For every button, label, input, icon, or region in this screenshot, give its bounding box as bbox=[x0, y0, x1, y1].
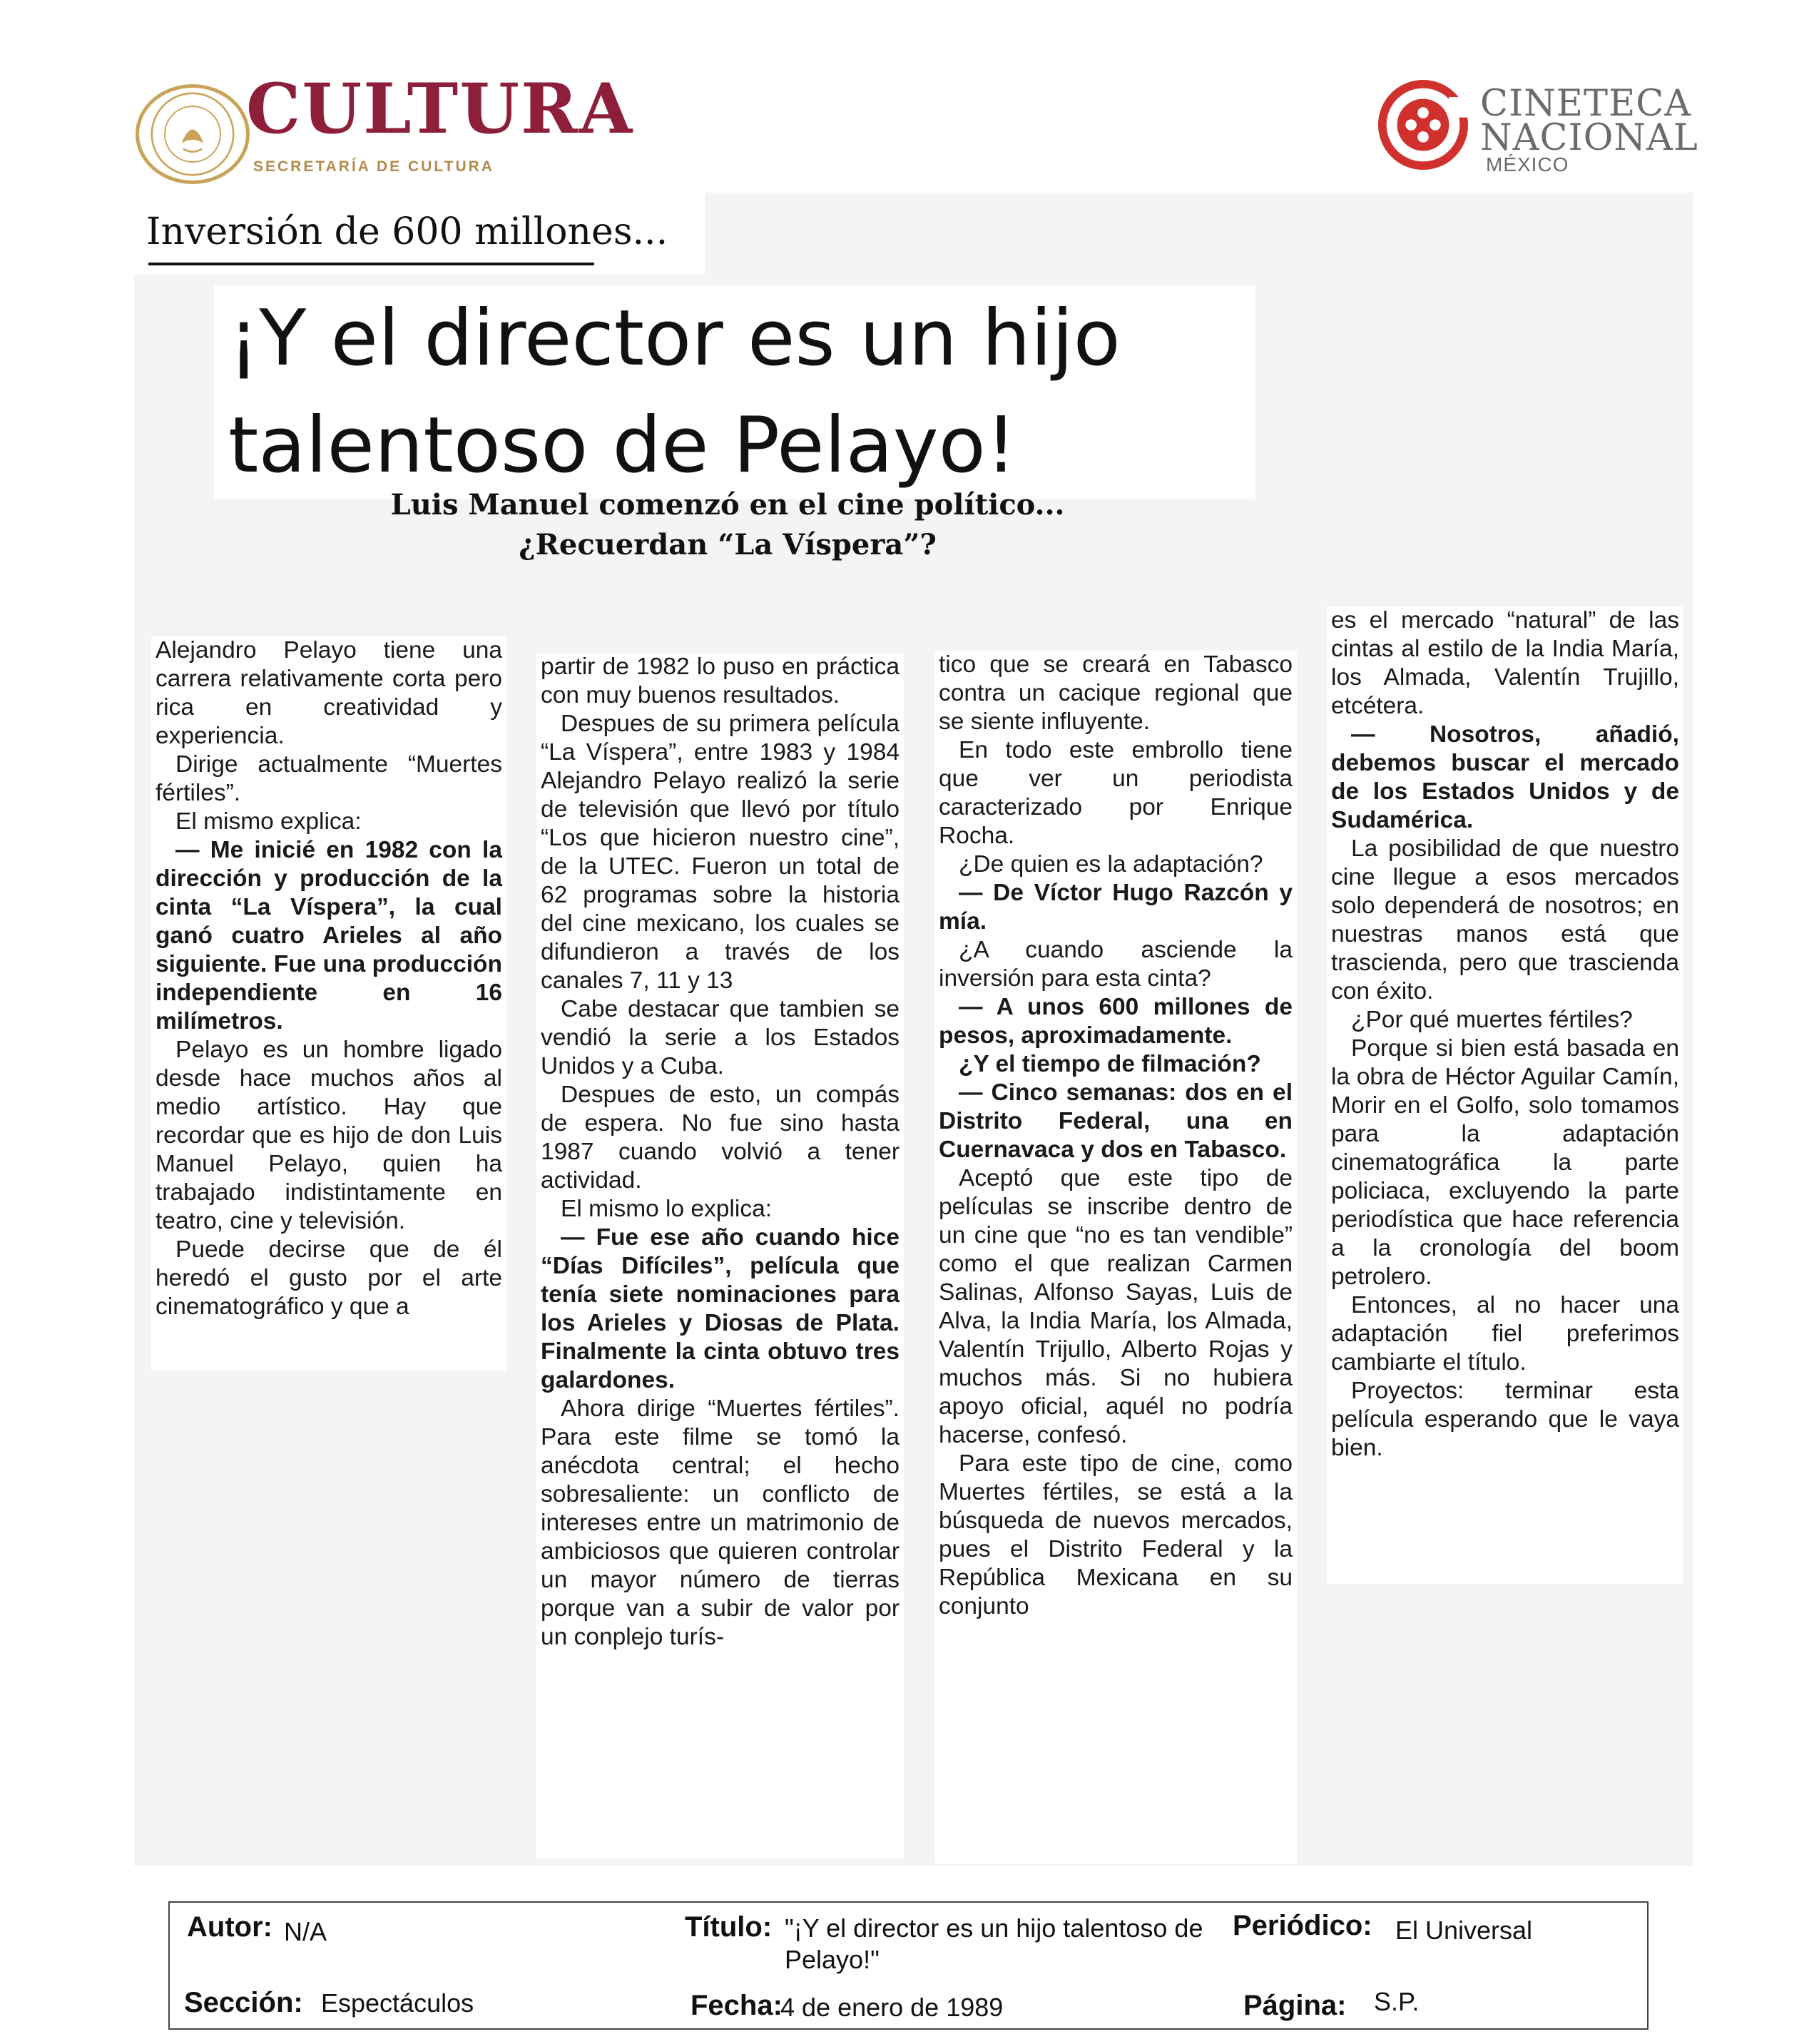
article-paragraph: — Cinco semanas: dos en el Distrito Federal, una en Cuernavaca y dos en Tabasco. bbox=[939, 1079, 1293, 1163]
article-paragraph: Entonces, al no hacer una adaptación fiel preferimos cambiarte el título. bbox=[1331, 1292, 1679, 1376]
article-paragraph: En todo este embrollo tiene que ver un periodista caracterizado por Enrique Rocha. bbox=[939, 737, 1293, 849]
article-column-4 bbox=[1327, 606, 1683, 1584]
headline-line-1: ¡Y el director es un hijo bbox=[228, 294, 1121, 383]
article-paragraph: Ahora dirige “Muertes fértiles”. Para este filme se tomó la anécdota central; el hecho sobresaliente: un conflicto de intereses entre un matrimonio de ambiciosos que quieren controlar un mayor número de tierras porque van a subir de valor por un conplejo turís- bbox=[541, 1395, 900, 1650]
article-kicker: Inversión de 600 millones... bbox=[146, 210, 668, 253]
article-paragraph: — Fue ese año cuando hice “Días Difíciles”, película que tenía siete nominaciones para los Arieles y Diosas de Plata. Finalmente la cinta obtuvo tres galardones. bbox=[541, 1224, 900, 1393]
title-value: "¡Y el director es un hijo talentoso de Pelayo!" bbox=[785, 1913, 1203, 1974]
article-paragraph: — Me inicié en 1982 con la dirección y producción de la cinta “La Víspera”, la cual ganó cuatro Arieles al año siguiente. Fue una producción independiente en 16 milímetros. bbox=[156, 837, 502, 1034]
secretaria-de-cultura-subtitle: SECRETARÍA DE CULTURA bbox=[253, 158, 494, 175]
cultura-wordmark: CULTURA bbox=[246, 68, 634, 149]
article-paragraph: Cabe destacar que tambien se vendió la serie a los Estados Unidos y a Cuba. bbox=[541, 996, 900, 1079]
newspaper-value: El Universal bbox=[1395, 1916, 1533, 1945]
article-column-3 bbox=[934, 651, 1297, 1864]
article-headline bbox=[214, 285, 1255, 499]
article-paragraph: es el mercado “natural” de las cintas al estilo de la India María, los Almada, Valentín Trujillo, etcétera. bbox=[1331, 607, 1679, 719]
article-deck bbox=[360, 485, 1095, 565]
kicker-underline bbox=[148, 263, 594, 265]
article-paragraph: Pelayo es un hombre ligado desde hace muchos años al medio artístico. Hay que recordar que es hijo de don Luis Manuel Pelayo, quien ha trabajado indistintamente en teatro, cine y televisión. bbox=[156, 1037, 502, 1234]
article-paragraph: Dirige actualmente “Muertes fértiles”. bbox=[156, 751, 502, 806]
newspaper-label: Periódico: bbox=[1233, 1910, 1372, 1941]
cineteca-nacional-wordmark bbox=[1480, 83, 1698, 159]
article-column-2 bbox=[536, 653, 904, 1859]
article-paragraph: ¿Por qué muertes fértiles? bbox=[1351, 1007, 1633, 1033]
cineteca-film-reel-icon bbox=[1377, 78, 1469, 171]
article-paragraph: partir de 1982 lo puso en práctica con muy buenos resultados. bbox=[541, 654, 900, 708]
citation-box bbox=[168, 1901, 1649, 2030]
article-paragraph: Proyectos: terminar esta película esperando que le vaya bien. bbox=[1331, 1378, 1679, 1461]
article-paragraph: La posibilidad de que nuestro cine llegue a esos mercados solo dependerá de nosotros; en nuestras manos está que trascienda, pero que trascienda con éxito. bbox=[1331, 835, 1679, 1005]
section-label: Sección: bbox=[184, 1987, 303, 2018]
article-paragraph: — Nosotros, añadió, debemos buscar el mercado de los Estados Unidos y de Sudamérica. bbox=[1331, 721, 1679, 833]
article-paragraph: Despues de su primera película “La Víspera”, entre 1983 y 1984 Alejandro Pelayo realizó la serie de televisión que llevó por título “Los que hicieron nuestro cine”, de la UTEC. Fueron un total de 62 programas sobre la historia del cine mexicano, los cuales se difundieron a través de los canales 7, 11 y 13 bbox=[541, 711, 900, 994]
nacional-line: NACIONAL bbox=[1480, 117, 1698, 159]
cineteca-line: CINETECA bbox=[1480, 83, 1692, 125]
headline-line-2: talentoso de Pelayo! bbox=[228, 401, 1017, 490]
section-value: Espectáculos bbox=[321, 1988, 474, 2018]
date-label: Fecha: bbox=[691, 1990, 783, 2021]
article-paragraph: ¿De quien es la adaptación? bbox=[959, 851, 1263, 878]
page-value: S.P. bbox=[1374, 1987, 1420, 2016]
mexican-coat-of-arms-seal-icon bbox=[136, 84, 250, 184]
article-paragraph: Porque si bien está basada en la obra de Héctor Aguilar Camín, Morir en el Golfo, solo tomamos para la adaptación cinematográfica la parte policiaca, excluyendo la parte periodística que hace referencia a la cronología del boom petrolero. bbox=[1331, 1035, 1679, 1290]
article-paragraph: ¿A cuando asciende la inversión para esta cinta? bbox=[939, 937, 1293, 992]
article-paragraph: — De Víctor Hugo Razcón y mía. bbox=[939, 880, 1293, 935]
cineteca-country: MÉXICO bbox=[1486, 153, 1569, 176]
article-paragraph: Puede decirse que de él heredó el gusto por el arte cinematográfico y que a bbox=[156, 1236, 502, 1320]
article-paragraph: Despues de esto, un compás de espera. No fue sino hasta 1987 cuando volvió a tener actividad. bbox=[541, 1082, 900, 1194]
article-paragraph: tico que se creará en Tabasco contra un cacique regional que se siente influyente. bbox=[939, 651, 1293, 735]
article-paragraph: Aceptó que este tipo de películas se inscribe dentro de un cine que “no es tan vendible” como el que realizan Carmen Salinas, Alfonso Sayas, Luis de Alva, la India María, los Almada, Valentín Trijullo, Alberto Rojas y muchos más. Si no hubiera apoyo oficial, aquél no podría hacerse, confesó. bbox=[939, 1165, 1293, 1448]
article-paragraph: ¿Y el tiempo de filmación? bbox=[959, 1051, 1261, 1077]
deck-line-1: Luis Manuel comenzó en el cine político... bbox=[390, 488, 1065, 522]
date-value: 4 de enero de 1989 bbox=[780, 1993, 1004, 2022]
author-label: Autor: bbox=[187, 1911, 272, 1943]
deck-line-2: ¿Recuerdan “La Víspera”? bbox=[519, 528, 937, 561]
article-column-1 bbox=[151, 636, 506, 1371]
article-paragraph: — A unos 600 millones de pesos, aproximadamente. bbox=[939, 994, 1293, 1049]
article-paragraph: Para este tipo de cine, como Muertes fértiles, se está a la búsqueda de nuevos mercados, pues el Distrito Federal y la República Mexicana en su conjunto bbox=[939, 1450, 1293, 1620]
article-paragraph: Alejandro Pelayo tiene una carrera relativamente corta pero rica en creatividad y experiencia. bbox=[156, 637, 502, 749]
page-label: Página: bbox=[1243, 1990, 1347, 2021]
title-label: Título: bbox=[685, 1911, 773, 1943]
article-paragraph: El mismo explica: bbox=[175, 808, 362, 835]
author-value: N/A bbox=[284, 1917, 327, 1946]
article-paragraph: El mismo lo explica: bbox=[561, 1196, 773, 1222]
